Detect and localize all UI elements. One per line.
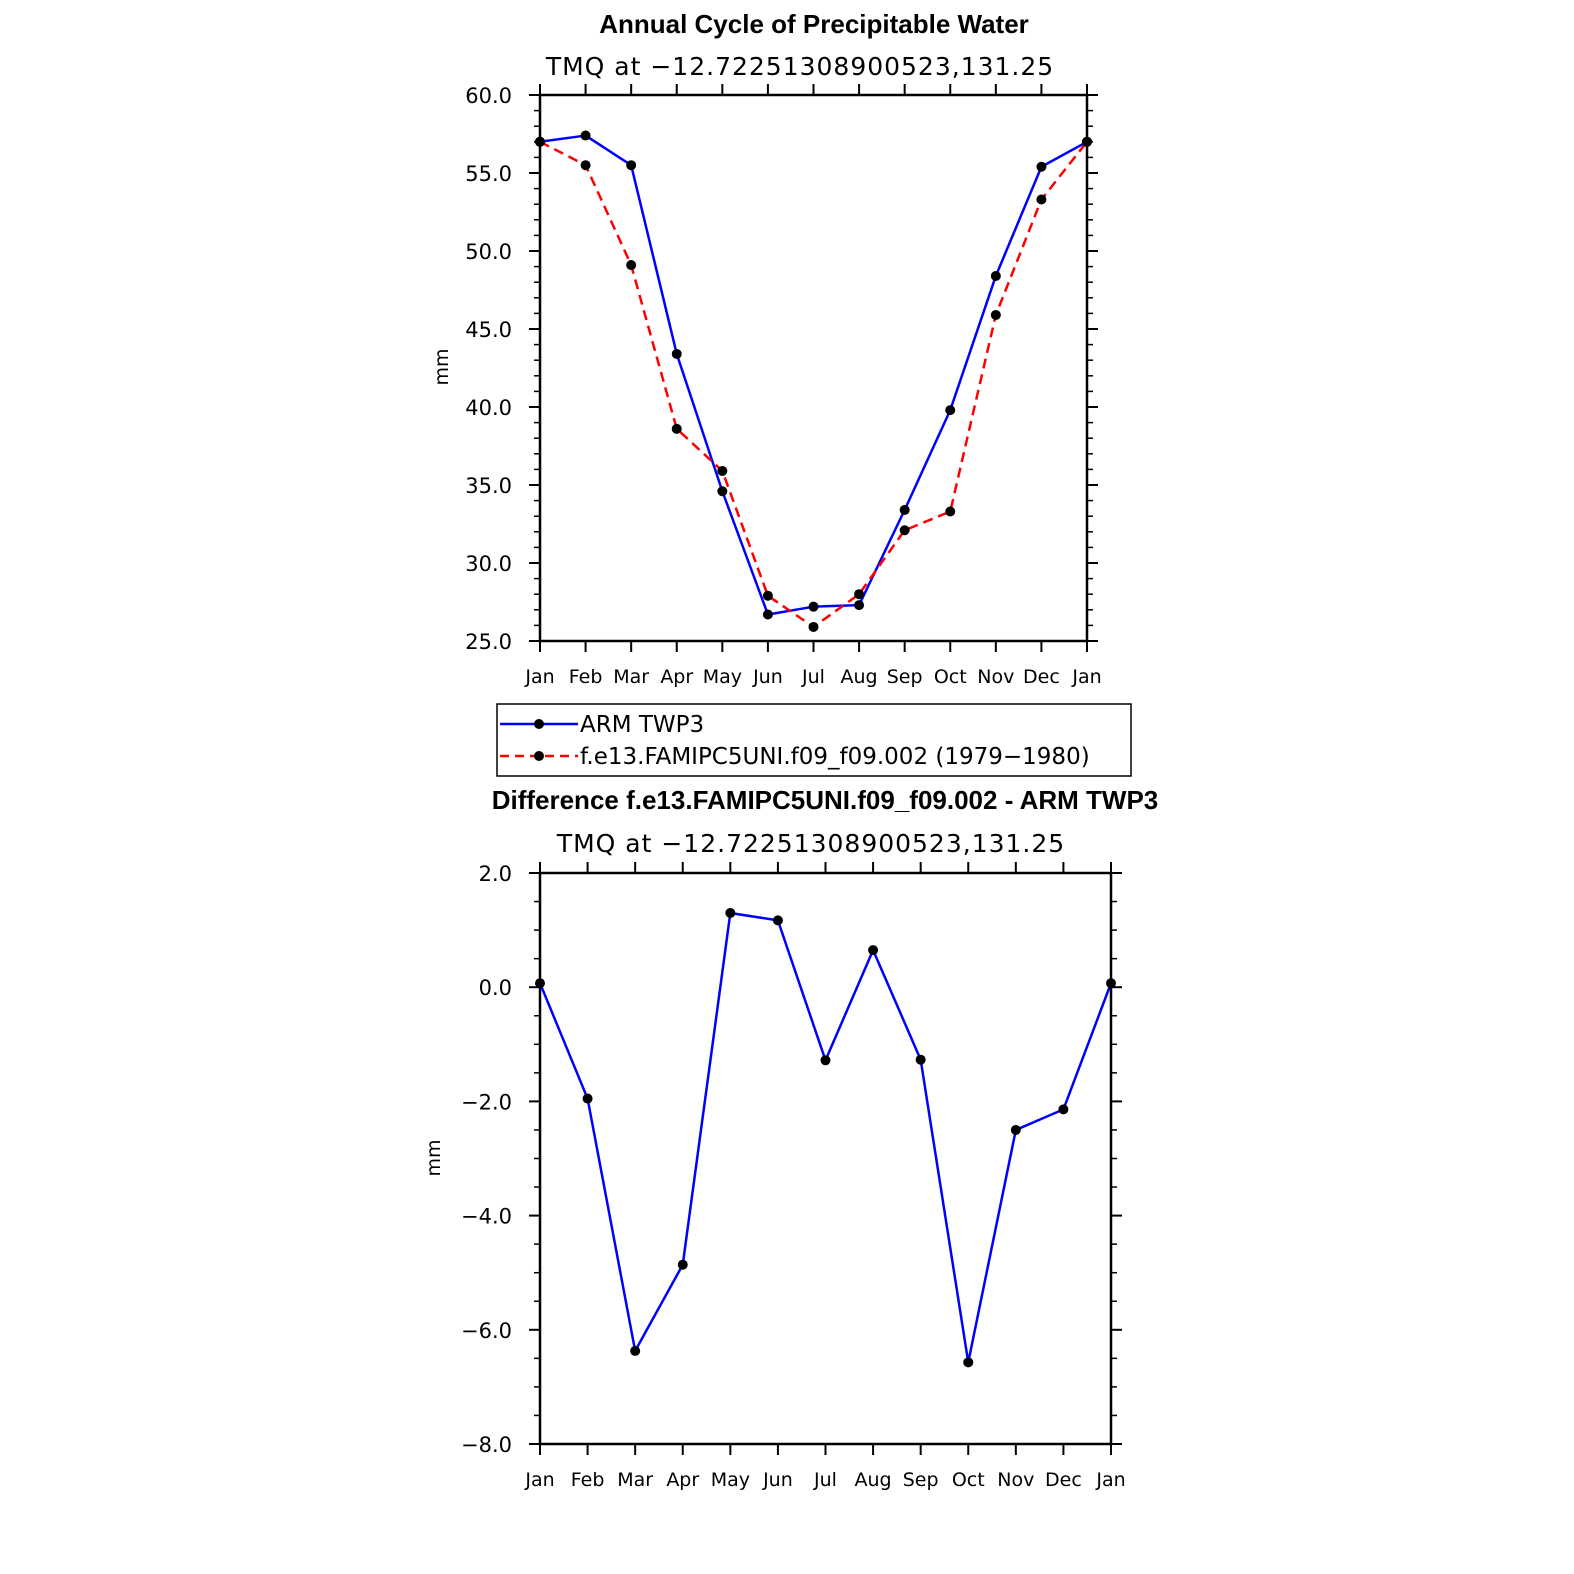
data-point [763,609,773,619]
x-tick-label: Dec [1045,1469,1082,1491]
x-tick-label: Sep [902,1469,939,1491]
plot-frame [540,95,1087,641]
data-point [963,1357,973,1367]
legend-label-model: f.e13.FAMIPC5UNI.f09_f09.002 (1979−1980) [580,744,1090,770]
axes [465,84,1101,688]
data-point [630,1346,640,1356]
data-point [945,507,955,517]
x-tick-label: Jun [763,1469,793,1491]
legend [497,704,1131,776]
y-tick-label: 45.0 [465,318,512,342]
x-tick-label: Mar [613,666,650,688]
data-point [991,271,1001,281]
data-point [626,260,636,270]
x-tick-label: Nov [997,1469,1035,1491]
y-tick-label: 0.0 [478,976,512,1001]
data-point [1106,978,1116,988]
chart-subtitle: TMQ at −12.72251308900523,131.25 [556,829,1066,858]
x-tick-label: Feb [568,666,603,688]
data-point [773,915,783,925]
annual-cycle-chart [431,9,1102,688]
data-point [581,131,591,141]
y-axis-label: mm [431,348,453,386]
data-point [1011,1125,1021,1135]
x-tick-label: Jan [525,666,555,688]
x-tick-label: Aug [854,1469,892,1491]
x-tick-label: Apr [660,666,694,688]
x-tick-label: May [702,666,742,688]
x-tick-label: Dec [1023,666,1060,688]
x-tick-label: Jul [802,666,825,688]
data-point [672,349,682,359]
data-point [725,908,735,918]
series-line-0 [540,913,1111,1362]
plot-frame [540,873,1111,1444]
data-point [717,486,727,496]
x-tick-label: Apr [666,1469,700,1491]
x-tick-label: Jan [1096,1469,1126,1491]
x-tick-label: Jan [1072,666,1102,688]
y-tick-label: −2.0 [461,1090,512,1115]
x-tick-label: Jul [814,1469,837,1491]
x-tick-label: May [710,1469,750,1491]
data-point [809,622,819,632]
y-tick-label: −4.0 [461,1204,512,1229]
y-tick-label: 35.0 [465,474,512,498]
y-tick-label: 25.0 [465,630,512,654]
data-point [1082,137,1092,147]
y-tick-label: −8.0 [461,1433,512,1457]
series-layer [535,908,1116,1367]
chart-subtitle: TMQ at −12.72251308900523,131.25 [545,52,1055,81]
y-tick-label: 2.0 [478,862,512,886]
data-point [916,1055,926,1065]
y-tick-label: 50.0 [465,240,512,264]
x-tick-label: Mar [617,1469,654,1491]
data-point [626,160,636,170]
x-tick-label: Jan [525,1469,555,1491]
y-tick-label: 60.0 [465,84,512,108]
chart-title: Difference f.e13.FAMIPC5UNI.f09_f09.002 - ARM TWP3 [491,785,1159,815]
legend-marker-arm [534,719,544,729]
axes [461,862,1126,1491]
legend-label-arm: ARM TWP3 [580,712,705,738]
x-tick-label: Sep [886,666,923,688]
data-point [583,1094,593,1104]
data-point [1058,1104,1068,1114]
data-point [678,1260,688,1270]
data-point [854,600,864,610]
x-tick-label: Feb [570,1469,605,1491]
x-tick-label: Oct [933,666,967,688]
y-tick-label: −6.0 [461,1318,512,1343]
x-tick-label: Nov [977,666,1015,688]
data-point [581,160,591,170]
data-point [717,466,727,476]
data-point [854,589,864,599]
x-tick-label: Jun [753,666,783,688]
data-point [535,137,545,147]
data-point [868,945,878,955]
x-tick-label: Aug [840,666,878,688]
x-tick-label: Oct [951,1469,985,1491]
y-axis-label: mm [423,1139,445,1177]
series-layer [535,131,1092,632]
y-tick-label: 30.0 [465,552,512,576]
data-point [763,591,773,601]
legend-marker-model [534,751,544,761]
data-point [1036,195,1046,205]
y-tick-label: 40.0 [465,396,512,420]
series-line-1 [540,142,1087,627]
data-point [945,405,955,415]
difference-chart [423,785,1158,1491]
series-line-0 [540,136,1087,615]
data-point [809,602,819,612]
data-point [1036,162,1046,172]
legend-entry-model [500,744,1090,770]
data-point [991,310,1001,320]
chart-title: Annual Cycle of Precipitable Water [599,9,1029,39]
data-point [535,978,545,988]
data-point [821,1055,831,1065]
data-point [900,505,910,515]
y-tick-label: 55.0 [465,162,512,186]
data-point [672,424,682,434]
data-point [900,525,910,535]
